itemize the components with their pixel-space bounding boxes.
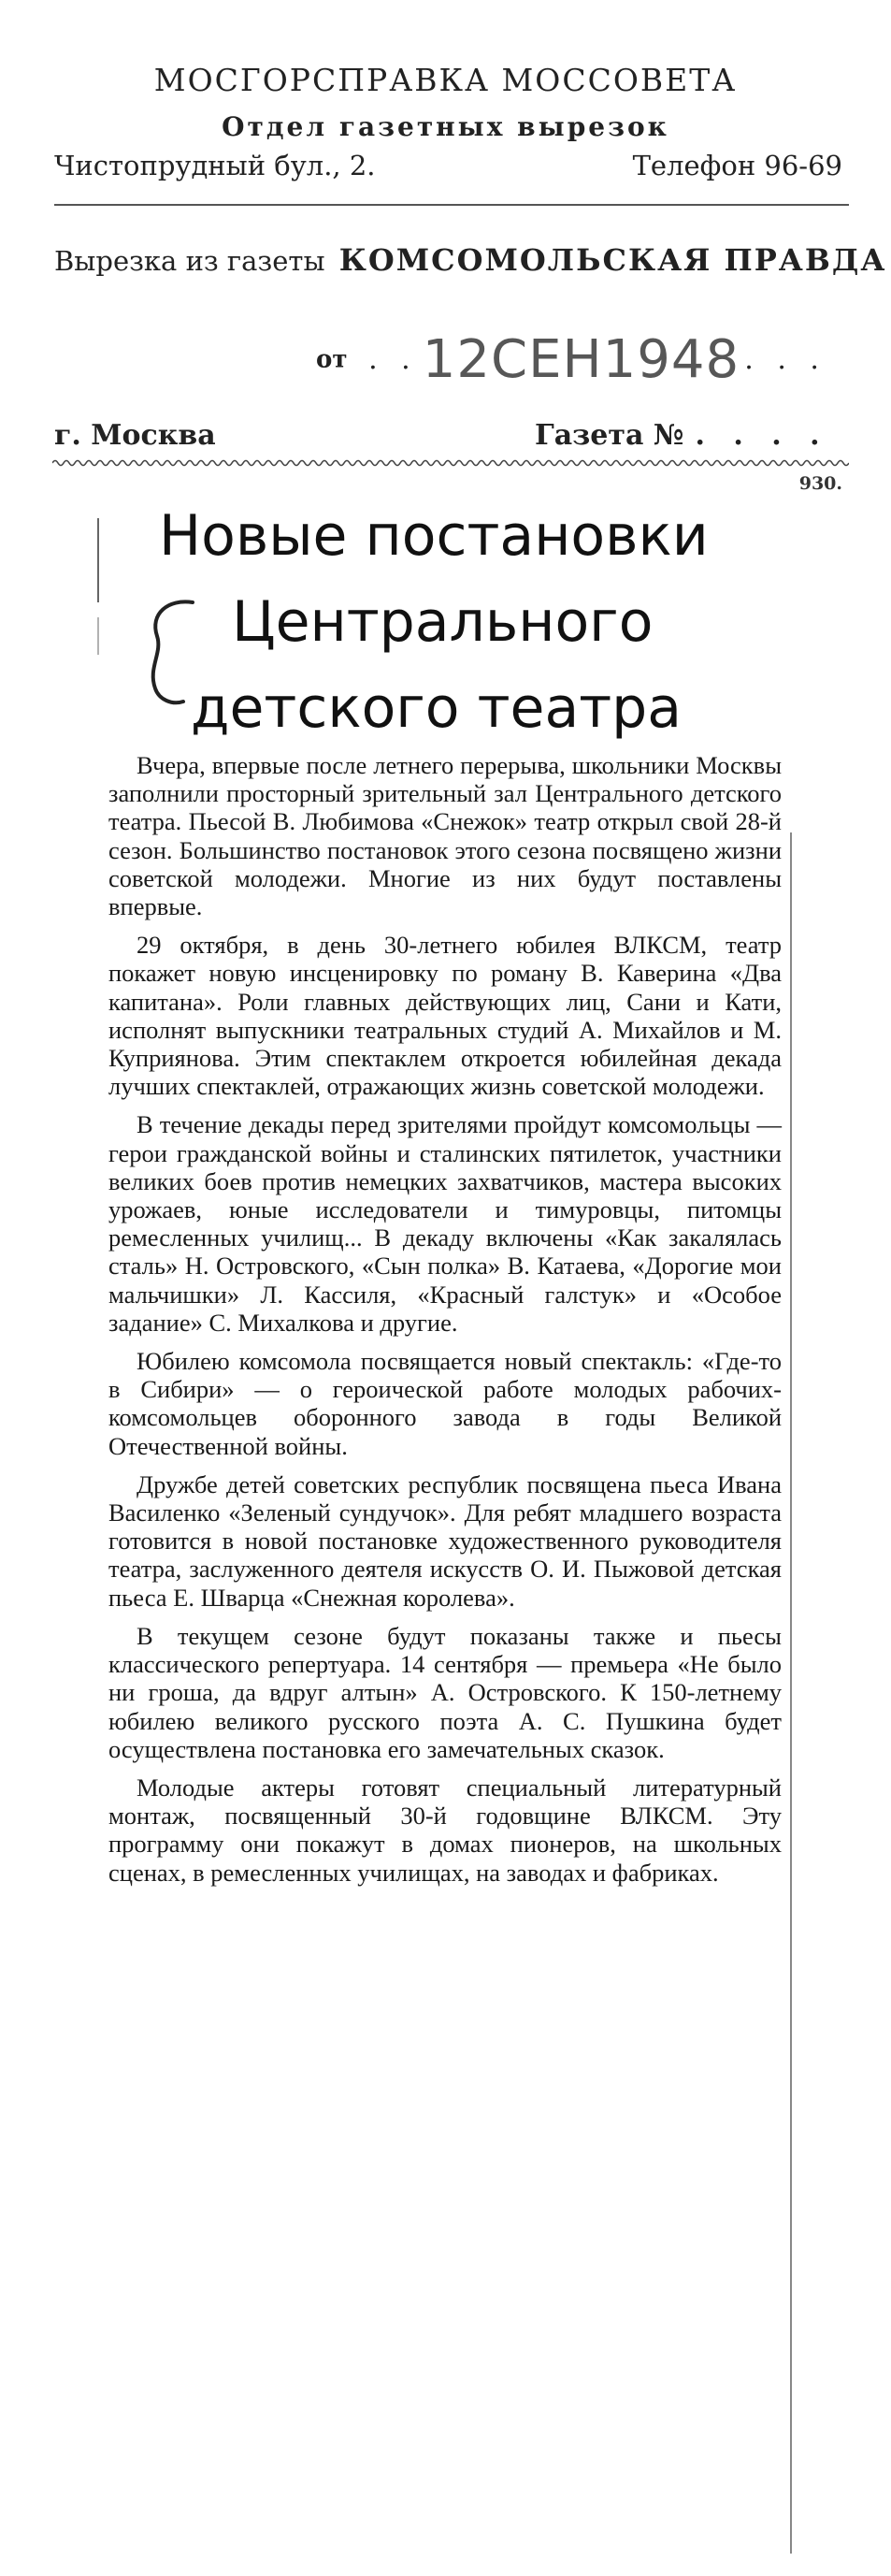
- article-body: [108, 751, 782, 1897]
- article-paragraph: В течение декады перед зрителями пройдут комсомольцы — герои гражданской войны и сталинских пятилеток, участники великих боев против немецких захватчиков, мастера высоких урожаев, юные исследователи и тимуровцы, питомцы ремесленных училищ... В декаду включены «Как закалялась сталь» Н. Островского, «Сын полка» В. Катаева, «Дорогие мои мальчишки» Л. Кассиля, «Красный галстук» и «Особое задание» С. Михалкова и другие.: [108, 1110, 782, 1337]
- article-paragraph: Молодые актеры готовят специальный литературный монтаж, посвященный 30-й годовщине ВЛКСМ. Эту программу они покажут в домах пионеров, на школьных сценах, в ремесленных училищах, на заводах и фабриках.: [108, 1773, 782, 1887]
- clipping-left-edge: [97, 518, 99, 602]
- source-newspaper-row: [54, 242, 886, 278]
- date-trailing-dots: . . .: [744, 343, 826, 376]
- clipping-service-name: МОСГОРСПРАВКА МОССОВЕТА: [153, 62, 738, 98]
- header-divider: [54, 204, 849, 206]
- date-label: от: [316, 345, 348, 374]
- service-phone: Телефон 96-69: [632, 150, 842, 181]
- clipping-number: 930.: [798, 473, 842, 494]
- date-stamp: 12СЕН1948: [422, 329, 740, 390]
- article-title-line-3: детского театра: [191, 675, 683, 741]
- article-title-line-2: Центрального: [232, 589, 654, 655]
- date-row: [316, 329, 826, 390]
- newspaper-name: КОМСОМОЛЬСКАЯ ПРАВДА: [338, 242, 887, 278]
- issue-row: [535, 419, 829, 452]
- article-paragraph: Вчера, впервые после летнего перерыва, школьники Москвы заполнили просторный зрительный зал Центрального детского театра. Пьесой В. Любимова «Снежок» театр открыл свой 28-й сезон. Большинство постановок этого сезона посвящено жизни советской молодежи. Многие из них будут поставлены впервые.: [108, 751, 782, 921]
- article-paragraph: Юбилею комсомола посвящается новый спектакль: «Где-то в Сибири» — о героической работе молодых рабочих-комсомольцев оборонного завода в годы Великой Отечественной войны.: [108, 1347, 782, 1460]
- clipping-left-edge-fragment: [97, 617, 99, 655]
- source-label: Вырезка из газеты: [54, 245, 325, 277]
- clipping-department: Отдел газетных вырезок: [222, 111, 669, 142]
- wavy-divider: [52, 456, 849, 470]
- article-paragraph: 29 октября, в день 30-летнего юбилея ВЛКСМ, театр покажет новую инсценировку по роману В. Каверина «Два капитана». Роли главных действующих лиц, Сани и Кати, исполнят выпускники театральных студий А. Михайлов и М. Куприянова. Этим спектаклем откроется юбилейная декада лучших спектаклей, отражающих жизнь советской молодежи.: [108, 931, 782, 1101]
- article-title-line-1: Новые постановки: [159, 503, 709, 569]
- service-address: Чистопрудный бул., 2.: [54, 150, 376, 181]
- clipping-right-edge: [790, 832, 792, 2554]
- date-leader-dots: . .: [352, 343, 418, 376]
- article-paragraph: Дружбе детей советских республик посвящена пьеса Ивана Василенко «Зеленый сундучок». Для ребят младшего возраста готовится в новой постановке художественного руководителя театра, заслуженного деятеля искусств О. И. Пыжовой детская пьеса Е. Шварца «Снежная королева».: [108, 1469, 782, 1612]
- issue-dots: . . . .: [695, 419, 829, 452]
- article-paragraph: В текущем сезоне будут показаны также и пьесы классического репертуара. 14 сентября — премьера «Не было ни гроша, да вдруг алтын» А. Островского. К 150-летнему юбилею великого русского поэта А. С. Пушкина будет осуществлена постановка его замечательных сказок.: [108, 1621, 782, 1763]
- city-label: г. Москва: [54, 419, 216, 452]
- issue-label: Газета №: [535, 419, 684, 452]
